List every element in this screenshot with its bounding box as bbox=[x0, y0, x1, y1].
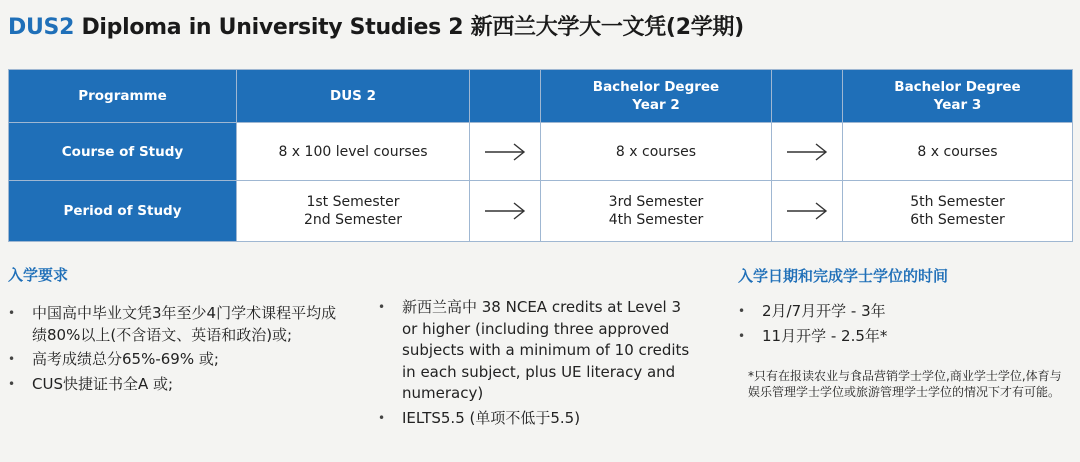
right-arrow-icon bbox=[470, 181, 541, 242]
bullet-icon: • bbox=[378, 410, 386, 425]
page-title bbox=[8, 10, 744, 42]
bullet-icon: • bbox=[738, 304, 746, 318]
row-label-programme: Programme bbox=[9, 70, 237, 123]
period-year2-line1: 3rd Semester bbox=[608, 194, 704, 210]
programme-code: DUS2 bbox=[8, 15, 75, 40]
period-year3 bbox=[843, 181, 1073, 242]
programme-name: Diploma in University Studies 2 新西兰大学大一文凭(2学期) bbox=[74, 15, 744, 40]
period-year2 bbox=[541, 181, 772, 242]
list-item bbox=[378, 297, 698, 405]
header-bachelor-year2-line1: Bachelor Degree bbox=[592, 79, 720, 95]
list-item bbox=[378, 408, 698, 430]
list-item-text: 中国高中毕业文凭3年至少4门学术课程平均成绩80%以上(不含语文、英语和政治)或; bbox=[32, 304, 337, 344]
list-item bbox=[738, 301, 1058, 323]
list-item bbox=[738, 326, 1058, 348]
course-year3: 8 x courses bbox=[843, 123, 1073, 181]
programme-table bbox=[8, 69, 1073, 242]
header-dus2: DUS 2 bbox=[237, 70, 470, 123]
period-dus2-line2: 2nd Semester bbox=[303, 212, 403, 228]
list-item bbox=[8, 303, 348, 346]
list-item-text: 2月/7月开学 - 3年 bbox=[762, 302, 886, 320]
list-item-text: 新西兰高中 38 NCEA credits at Level 3 or higher (including three approved subjects with a minimum of 10 credits in each subject, plus UE literacy and numeracy) bbox=[402, 298, 690, 402]
list-item-text: CUS快捷证书全A 或; bbox=[32, 374, 174, 393]
dates-heading: 入学日期和完成学士学位的时间 bbox=[738, 267, 949, 285]
requirements-list-right bbox=[378, 297, 698, 432]
course-year2: 8 x courses bbox=[541, 123, 772, 181]
header-spacer bbox=[470, 70, 541, 123]
bullet-icon: • bbox=[378, 300, 386, 314]
list-item bbox=[8, 349, 348, 371]
row-label-period: Period of Study bbox=[9, 181, 237, 242]
right-arrow-icon bbox=[772, 123, 843, 181]
list-item-text: 11月开学 - 2.5年* bbox=[762, 326, 888, 345]
bullet-icon: • bbox=[8, 376, 16, 391]
requirements-list-left bbox=[8, 303, 348, 398]
header-bachelor-year3-line1: Bachelor Degree bbox=[894, 79, 1021, 95]
period-year3-line1: 5th Semester bbox=[910, 194, 1005, 210]
right-arrow-icon bbox=[470, 123, 541, 181]
list-item-text: IELTS5.5 (单项不低于5.5) bbox=[402, 408, 581, 427]
row-label-course: Course of Study bbox=[9, 123, 237, 181]
header-bachelor-year3 bbox=[843, 70, 1073, 123]
period-year3-line2: 6th Semester bbox=[910, 212, 1005, 228]
header-bachelor-year2 bbox=[541, 70, 772, 123]
header-bachelor-year2-line2: Year 2 bbox=[632, 97, 680, 113]
table-row-period bbox=[9, 181, 1073, 242]
list-item-text: 高考成绩总分65%-69% 或; bbox=[32, 350, 219, 368]
bullet-icon: • bbox=[8, 306, 16, 320]
bullet-icon: • bbox=[738, 328, 746, 343]
period-dus2 bbox=[237, 181, 470, 242]
header-bachelor-year3-line2: Year 3 bbox=[933, 97, 982, 113]
period-year2-line2: 4th Semester bbox=[608, 212, 704, 228]
period-dus2-line1: 1st Semester bbox=[306, 194, 400, 210]
list-item bbox=[8, 374, 348, 396]
right-arrow-icon bbox=[772, 181, 843, 242]
course-dus2: 8 x 100 level courses bbox=[237, 123, 470, 181]
dates-list bbox=[738, 301, 1058, 350]
table-row-course bbox=[9, 123, 1073, 181]
bullet-icon: • bbox=[8, 352, 16, 366]
dates-footnote: *只有在报读农业与食品营销学士学位,商业学士学位,体育与娱乐管理学士学位或旅游管理学士学位的情况下才有可能。 bbox=[748, 369, 1062, 399]
table-row-header bbox=[9, 70, 1073, 123]
requirements-heading: 入学要求 bbox=[8, 266, 69, 284]
header-spacer bbox=[772, 70, 843, 123]
